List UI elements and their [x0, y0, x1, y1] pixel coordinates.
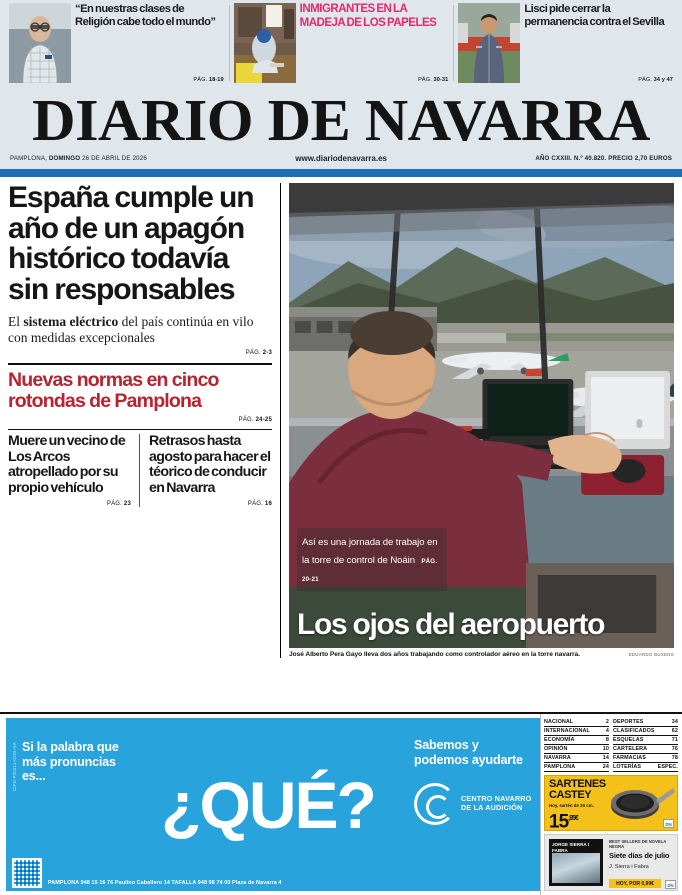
index-row[interactable]: CARTELERA 76: [613, 746, 678, 753]
index-row[interactable]: ECONOMÍA 8: [544, 737, 609, 744]
teaser-page-ref: PÁG. 18-19: [193, 77, 224, 83]
brief-page-ref: PÁG. 23: [106, 501, 131, 507]
teaser-page-ref: PÁG. 34 y 47: [638, 77, 674, 83]
index-column-right: [613, 718, 678, 772]
right-column: [280, 183, 674, 658]
promo-pan-price: $15^{,95€}$: [549, 811, 578, 831]
index-and-promos-panel: [540, 714, 682, 895]
qr-code-icon[interactable]: [12, 858, 42, 888]
lead-page-ref: PÁG. 2-3: [245, 350, 272, 356]
teaser-text: [524, 3, 673, 83]
promo-pan-title: SARTENES CASTEY: [549, 777, 606, 802]
section-divider: [8, 363, 272, 365]
teaser-page-ref: PÁG. 30-31: [418, 77, 449, 83]
photo-overlay-text: Así es una jornada de trabajo en la torre de control de Noáin: [302, 537, 438, 566]
brief-item[interactable]: [139, 434, 272, 507]
index-row[interactable]: NAVARRA 14: [544, 755, 609, 762]
ear-spiral-icon: [414, 783, 456, 825]
index-row[interactable]: PAMPLONA 24: [544, 764, 609, 771]
teaser-text: [75, 3, 224, 83]
main-content: [0, 177, 682, 658]
newspaper-title: DIARIO DE NAVARRA: [32, 87, 650, 153]
book-cover: [549, 839, 603, 886]
index-row[interactable]: CLASIFICADOS 62: [613, 728, 678, 735]
brief-columns: [8, 434, 272, 507]
index-row[interactable]: INTERNACIONAL 4: [544, 728, 609, 735]
teaser-photo: [9, 3, 71, 83]
photo-caption-row: [289, 648, 674, 658]
ad-logo: [414, 783, 536, 825]
promo-frying-pan[interactable]: [544, 775, 678, 831]
promo-book[interactable]: [544, 834, 678, 891]
teaser-headline: INMIGRANTES EN LA MADEJA DE LOS PAPELES: [299, 3, 437, 29]
left-column: [8, 183, 280, 658]
lead-headline[interactable]: España cumple un año de un apagón histórico todavía sin responsables: [8, 181, 254, 306]
index-row[interactable]: NACIONAL 2: [544, 719, 609, 726]
masthead-blue-rule: [0, 169, 682, 177]
masthead: [0, 88, 682, 169]
ad-big-word: ¿QUÉ?: [161, 767, 375, 842]
brief-divider: [8, 429, 272, 430]
main-photo[interactable]: [289, 183, 674, 648]
book-cover-image: [552, 853, 600, 883]
section-index: [544, 718, 678, 772]
index-column-left: [544, 718, 609, 772]
book-kicker: BEST SELLERS DE NOVELA NEGRA: [609, 838, 667, 849]
brief-item[interactable]: [8, 434, 139, 507]
teaser-photo: [458, 3, 520, 83]
photo-credit: EDUARDO BUXENS: [628, 651, 674, 657]
top-teaser-strip: [0, 0, 682, 88]
teaser-text: [300, 3, 449, 83]
teaser-headline: “En nuestras clases de Religión cabe todo el mundo”: [75, 3, 216, 28]
brief-headline: Muere un vecino de Los Arcos atropellado por su propio vehículo: [8, 433, 126, 496]
photo-overlay-page-ref: PÁG. 20-21: [302, 558, 438, 583]
index-row[interactable]: OPINIÓN 10: [544, 746, 609, 753]
photo-overlay-caption: [297, 528, 447, 591]
book-info: [607, 835, 677, 890]
bottom-strip: [0, 712, 682, 895]
promo-pan-subtitle: Hoy, sartén de 20 cm.: [549, 802, 594, 808]
index-row[interactable]: ESQUELAS 71: [613, 737, 678, 744]
book-cover-title: JORGE SIERRA I FABRA: [552, 841, 590, 853]
secondary-page-ref: PÁG. 24-25: [238, 417, 272, 423]
index-row[interactable]: FARMACIAS 78: [613, 755, 678, 762]
ad-footer: [6, 858, 540, 888]
teaser-headline: Lisci pide cerrar la permanencia contra el Sevilla: [524, 3, 665, 28]
lead-subheadline: El sistema eléctrico del país continúa en vilo con medidas excepcionales: [8, 314, 254, 345]
index-row[interactable]: DEPORTES 34: [613, 719, 678, 726]
dn-brand-mark: DN: [663, 819, 674, 828]
teaser-item[interactable]: [4, 3, 229, 83]
index-row[interactable]: LOTERÍAS ESPEC.: [613, 764, 678, 771]
website-url[interactable]: www.diariodenavarra.es: [295, 154, 387, 163]
frying-pan-icon: [609, 782, 675, 824]
book-price: HOY, POR 0,99€: [609, 879, 661, 888]
ad-contact-info: PAMPLONA 948 15 16 76 Paulino Caballero 14 TAFALLA 948 98 74 00 Plaza de Navarra 4: [48, 880, 282, 886]
edition-info: AÑO CXXIII. N.º 40.820. PRECIO 2,70 EUROS: [535, 155, 672, 162]
teaser-item[interactable]: [453, 3, 678, 83]
brief-page-ref: PÁG. 16: [247, 501, 272, 507]
publication-place-date: PAMPLONA, DOMINGO 26 DE ABRIL DE 2026: [10, 155, 147, 162]
teaser-photo: [234, 3, 296, 83]
photo-caption: José Alberto Pera Gayo lleva dos años trabajando como controlador aéreo en la torre navarra.: [289, 650, 580, 658]
dn-brand-mark: DN: [665, 880, 676, 889]
photo-headline[interactable]: Los ojos del aeropuerto: [297, 608, 605, 641]
book-author: J. Sierra i Fabra: [609, 863, 649, 870]
ad-right-text: Sabemos y podemos ayudarte: [414, 738, 523, 767]
brief-headline: Retrasos hasta agosto para hacer el téorico de conducir en Navarra: [149, 433, 271, 496]
teaser-item[interactable]: [229, 3, 454, 83]
ad-side-code: CIPS-P00311-0226-NA: [11, 742, 17, 791]
secondary-headline[interactable]: Nuevas normas en cinco rotondas de Pamplona: [8, 369, 219, 412]
ad-logo-text: CENTRO NAVARRO DE LA AUDICIÓN: [461, 794, 532, 812]
book-title: Siete días de julio: [609, 850, 670, 860]
ad-left-text: Si la palabra que más pronuncias es...: [22, 740, 119, 783]
advertisement-banner[interactable]: [6, 718, 540, 891]
